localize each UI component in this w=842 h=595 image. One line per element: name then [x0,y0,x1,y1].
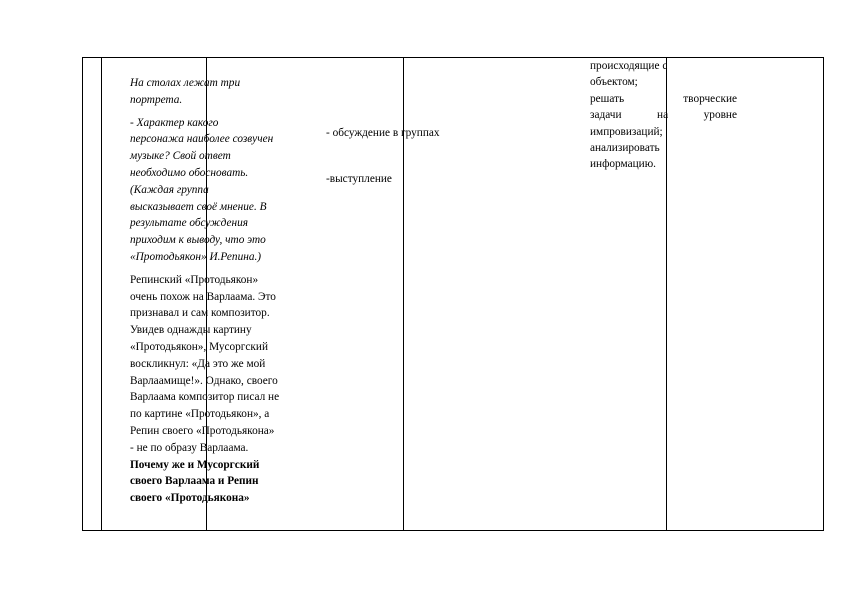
text-line: импровизаций; [590,125,663,138]
text-line: объектом; [590,76,638,89]
text-line: портрета. [130,93,183,106]
text-line: необходимо обосновать. [130,166,249,179]
text-line: Репинский «Протодьякон» [130,273,259,286]
text-line: - Характер какого [130,116,219,129]
intro-paragraph [130,75,316,109]
question-paragraph [130,115,316,266]
text-line: На столах лежат три [130,77,241,89]
text-line: высказывает своё мнение. В [130,200,267,213]
text-line: Варлаамище!». Однако, своего [130,374,278,387]
text-line: признавал и сам композитор. [130,307,270,320]
text-line: - не по образу Варлаама. [130,441,249,454]
word: творческие [683,92,737,105]
text-line-bold: своего Варлаама и Репин [130,475,259,488]
text-line: «Протодьякон», Мусоргский [130,340,269,353]
text-line [590,91,737,107]
story-paragraph [130,272,316,507]
text-line: результате обсуждения [130,217,248,230]
text-line: (Каждая группа [130,183,209,196]
text-line: очень похож на Варлаама. Это [130,290,276,303]
text-line: «Протодьякон» И.Репина.) [130,250,262,263]
word: уровне [703,109,737,122]
activity-item: - обсуждение в группах [326,127,440,139]
column-divider [101,58,102,530]
text-line-bold: своего «Протодьякона» [130,492,250,505]
word: решать [590,92,625,105]
text-line: музыке? Свой ответ [130,150,231,163]
text-line: Увидев однажды картину [130,324,252,337]
outcomes-cell [590,58,737,173]
teacher-activity-cell [130,75,316,507]
text-line [590,107,737,123]
text-line: Репин своего «Протодьякона» [130,424,275,437]
word: на [657,109,669,122]
text-line: персонажа наиболее созвучен [130,133,274,146]
text-line-bold: Почему же и Мусоргский [130,458,260,471]
text-line: по картине «Протодьякон», а [130,408,270,421]
student-activity-cell [326,125,576,188]
text-line: происходящие с [590,60,668,72]
text-line: воскликнул: «Да это же мой [130,357,266,370]
word: задачи [590,109,622,122]
text-line: информацию. [590,158,656,171]
text-line: анализировать [590,142,660,155]
text-line: Варлаама композитор писал не [130,391,280,404]
activity-item: -выступление [326,172,392,185]
text-line: приходим к выводу, что это [130,234,266,247]
